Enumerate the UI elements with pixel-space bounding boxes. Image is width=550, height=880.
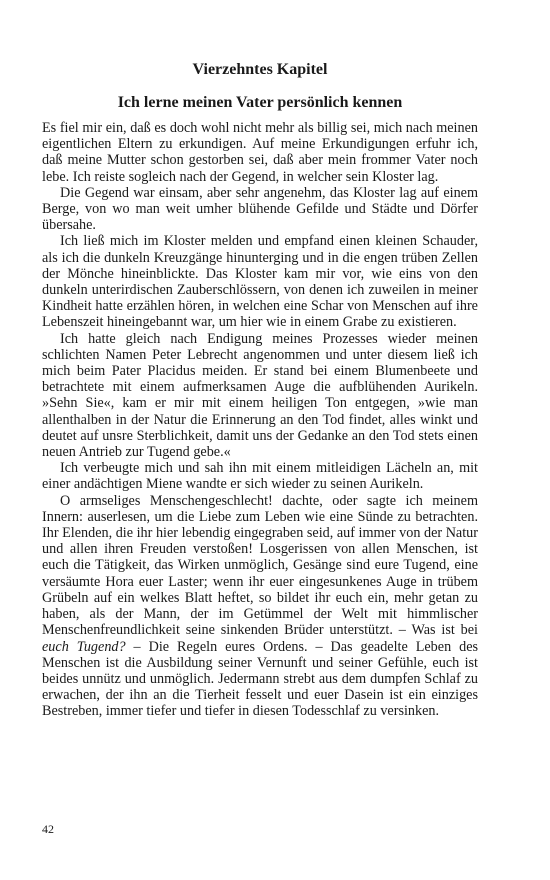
- paragraph: Die Gegend war einsam, aber sehr angenehm, das Kloster lag auf einem Berge, von wo man weit umher blühende Gefilde und Städte und Dörfer übersahe.: [42, 184, 478, 234]
- paragraph: Ich verbeugte mich und sah ihn mit einem mitleidigen Lächeln an, mit einer andächtigen Miene wandte er sich wieder zu seinen Aurikeln.: [42, 460, 478, 493]
- chapter-body: [42, 120, 478, 720]
- paragraph: Ich hatte gleich nach Endigung meines Prozesses wieder meinen schlichten Namen Peter Lebrecht angenommen und unter diesem ließ ich mich beim Pater Placidus meiden. Er stand bei einem Blumenbeete und betrachtete mit einem aufmerksamen Auge die aufblühenden Aurikeln. »Sehn Sie«, kam er mir mit einem heiligen Ton entgegen, »wie man allenthalben in der Natur die Erinnerung an den Tod findet, alles winkt und deutet auf unsre Sterblichkeit, damit uns der Gedanke an den Tod stets einen neuen Antrieb zur Tugend gebe.«: [42, 330, 478, 461]
- italic-emphasis: euch Tugend?: [42, 638, 126, 655]
- paragraph: Es fiel mir ein, daß es doch wohl nicht mehr als billig sei, mich nach meinen eigentlichen Eltern zu erkundigen. Auf meine Erkundigungen erfuhr ich, daß meine Mutter schon gestorben sei, daß aber mein frommer Vater noch lebe. Ich reiste sogleich nach der Gegend, in welcher sein Kloster lag.: [42, 120, 478, 185]
- paragraph: Ich ließ mich im Kloster melden und empfand einen kleinen Schauder, als ich die dunkeln Kreuzgänge hinunterging und in die engen trüben Zellen der Mönche hineinblickte. Das Kloster kam mir vor, wie eins von den dunkeln unterirdischen Zauberschlössern, von denen ich zuweilen in meiner Kindheit hatte erzählen hören, in welchen eine Schar von Menschen auf ihre Lebenszeit hineingebannt war, um hier wie in einem Grabe zu existieren.: [42, 233, 478, 331]
- chapter-title: Ich lerne meinen Vater persönlich kennen: [117, 94, 403, 111]
- paragraph-text: – Die Regeln eures Ordens. – Das geadelte Leben des Menschen ist die Ausbildung seiner Vernunft und seiner Gefühle, euch ist beides unnütz und unmöglich. Jedermann strebt aus dem dumpfen Schlaf zu erwachen, der ihn an die Tierheit fesselt und euer Dasein ist ein einziges Bestreben, immer tiefer und tiefer in diesen Todesschlaf zu versinken.: [42, 638, 479, 720]
- page-number: 42: [42, 822, 54, 836]
- paragraph-text: O armseliges Menschengeschlecht! dachte, oder sagte ich meinem Innern: auserlesen, um die Liebe zum Leben wie eine Sünde zu betrachten. Ihr Elenden, die ihr hier lebendig eingegraben seid, auf immer von der Natur und allen ihren Freuden verstoßen! Losgerissen von allen Menschen, ist euch die Tätigkeit, das Wirken unmöglich, Gesänge sind eure Tugend, eine versäumte Hora euer Laster; wenn ihr euer eingesunkenes Auge in trübem Grübeln auf ein welkes Blatt heftet, so bildet ihr euch ein, mehr getan zu haben, als der Mann, der im Getümmel der Welt mit himmlischer Menschenfreundlichkeit seine sinkenden Brüder unterstützt. – Was ist bei: [42, 492, 478, 639]
- paragraph: [42, 493, 478, 720]
- chapter-number: Vierzehntes Kapitel: [192, 61, 328, 78]
